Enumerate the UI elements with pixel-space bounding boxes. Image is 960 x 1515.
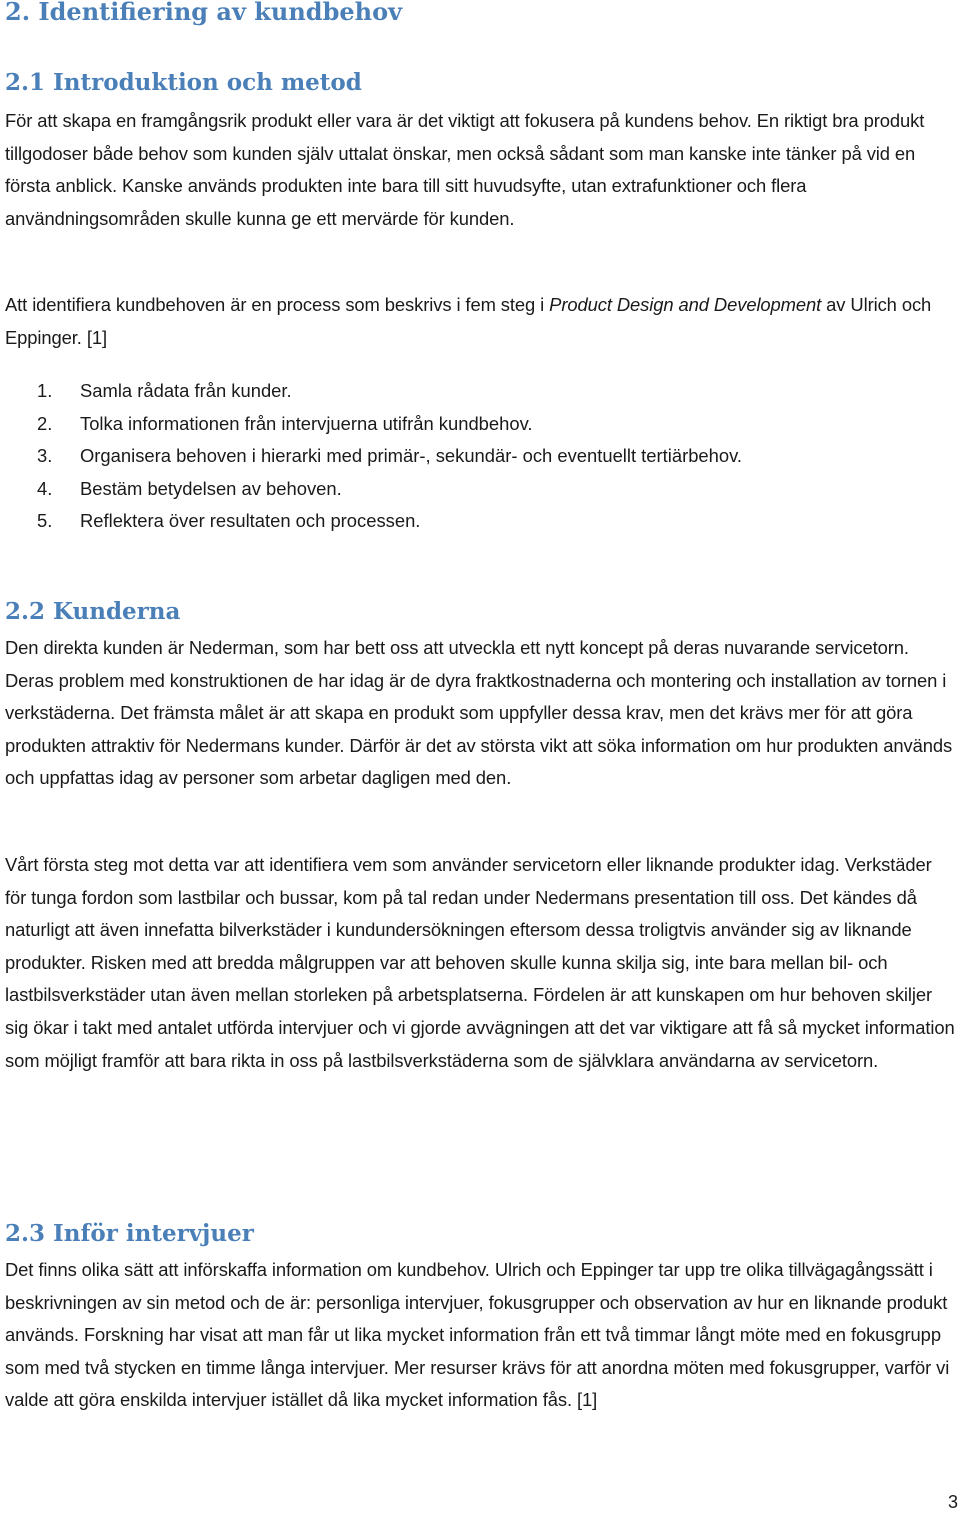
paragraph-intervjuer: Det finns olika sätt att införskaffa information om kundbehov. Ulrich och Eppinger tar upp tre olika tillvägagångssätt i beskrivningen av sin metod och de är: personliga intervjuer, fokusgrupper och observation av hur en liknande produkt används. Forskning har visat att man får ut lika mycket information från ett två timmar långt möte med en fokusgrupp som med två stycken en timme långa intervjuer. Mer resurser krävs för att anordna möten med fokusgrupper, varför vi valde att göra enskilda intervjuer istället då lika mycket information fås. [1] bbox=[5, 1259, 950, 1411]
page-number: 3 bbox=[947, 1492, 958, 1512]
list-item bbox=[5, 505, 742, 538]
list-item-number: 2. bbox=[37, 412, 53, 434]
list-item-number: 4. bbox=[37, 477, 53, 499]
list-item bbox=[5, 473, 742, 506]
list-item-text: Samla rådata från kunder. bbox=[80, 380, 292, 401]
paragraph-process-text-end: av Ulrich och Eppinger. [1] bbox=[5, 294, 932, 348]
list-item bbox=[5, 408, 742, 441]
heading-kunderna: 2.2 Kunderna bbox=[5, 598, 181, 625]
list-item-number: 1. bbox=[37, 380, 53, 401]
book-title: Product Design and Development bbox=[549, 294, 822, 315]
list-item bbox=[5, 375, 742, 408]
list-item-text: Tolka informationen från intervjuerna utifrån kundbehov. bbox=[80, 412, 533, 434]
process-steps-list bbox=[5, 375, 742, 538]
section-title: 2. Identifiering av kundbehov bbox=[5, 0, 403, 26]
paragraph-introduktion: För att skapa en framgångsrik produkt eller vara är det viktigt att fokusera på kundens behov. En riktigt bra produkt tillgodoser både behov som kunden själv uttalat önskar, men också sådant som man kanske inte tänker på vid en första anblick. Kanske används produkten inte bara till sitt huvudsyfte, utan extrafunktioner och flera användningsområden skulle kunna ge ett mervärde för kunden. bbox=[5, 110, 925, 229]
list-item-text: Bestäm betydelsen av behoven. bbox=[80, 477, 342, 499]
list-item bbox=[5, 440, 742, 473]
paragraph-process-text-start: Att identifiera kundbehoven är en process som beskrivs i fem steg i bbox=[5, 294, 550, 315]
paragraph-kunderna-1: Den direkta kunden är Nederman, som har bett oss att utveckla ett nytt koncept på deras nuvarande servicetorn. Deras problem med konstruktionen de har idag är de dyra fraktkostnaderna och montering och installation av tornen i verkstäderna. Det främsta målet är att skapa en produkt som uppfyller dessa krav, men det krävs mer för att göra produkten attraktiv för Nedermans kunder. Därför är det av största vikt att söka information om hur produkten används och uppfattas idag av personer som arbetar dagligen med den. bbox=[5, 637, 953, 789]
heading-infor-intervjuer: 2.3 Inför intervjuer bbox=[5, 1220, 254, 1247]
paragraph-kunderna-2: Vårt första steg mot detta var att identifiera vem som använder servicetorn eller liknande produkter idag. Verkstäder för tunga fordon som lastbilar och bussar, kom på tal redan under Nedermans presentation till oss. Det kändes då naturligt att även innefatta bilverkstäder i kundundersökningen eftersom dessa troligtvis använder sig av liknande produkter. Risken med att bredda målgruppen var att behoven skulle kunna skilja sig, inte bara mellan bil- och lastbilsverkstäder utan även mellan storleken på arbetsplatserna. Fördelen är att kunskapen om hur behoven skiljer sig ökar i takt med antalet utförda intervjuer och vi gjorde avvägningen att det var viktigare att få så mycket information som möjligt framför att bara rikta in oss på lastbilsverkstäderna som de självklara användarna av servicetorn. bbox=[5, 854, 955, 1071]
heading-introduktion-och-metod: 2.1 Introduktion och metod bbox=[5, 69, 362, 96]
paragraph-process bbox=[5, 289, 957, 354]
list-item-text: Organisera behoven i hierarki med primär-, sekundär- och eventuellt tertiärbehov. bbox=[80, 445, 743, 467]
list-item-number: 3. bbox=[37, 445, 53, 467]
list-item-text: Reflektera över resultaten och processen. bbox=[80, 510, 421, 532]
list-item-number: 5. bbox=[37, 510, 53, 532]
